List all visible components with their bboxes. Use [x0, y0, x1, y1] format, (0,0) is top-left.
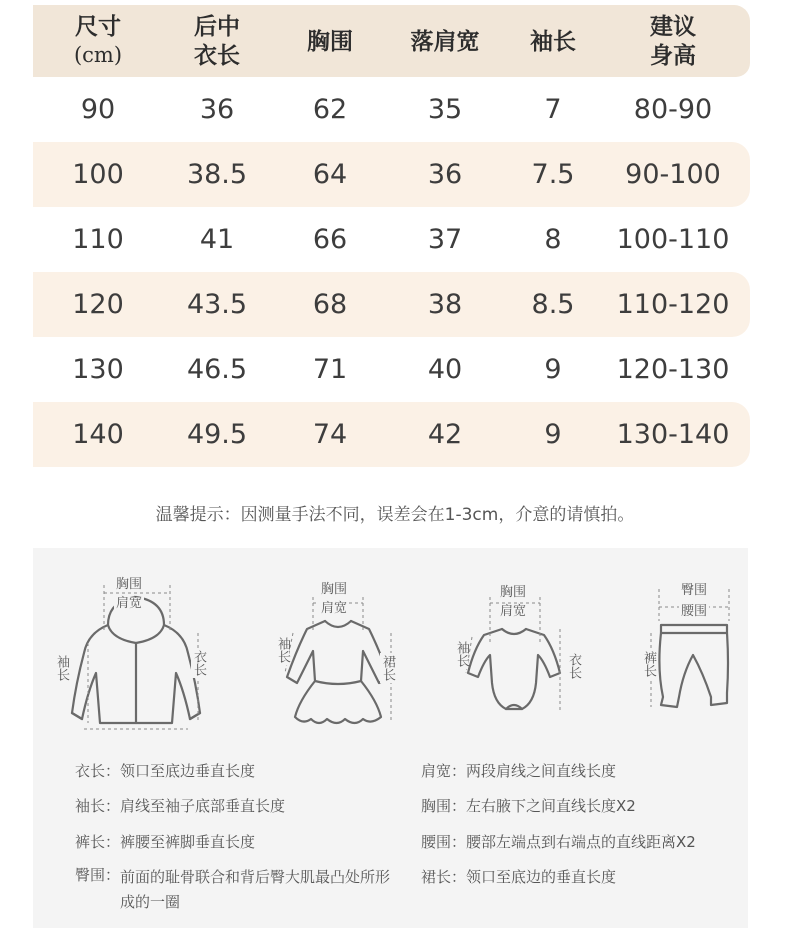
dress-figure: [263, 573, 413, 753]
table-cell: 100-110: [616, 224, 730, 255]
definition-item: [75, 796, 415, 816]
table-cell: 35: [427, 94, 463, 125]
definition-key: 胸围：: [421, 797, 467, 815]
table-cell: 130: [72, 354, 124, 385]
definition-key: 衣长：: [75, 762, 121, 780]
definition-item: [75, 761, 415, 781]
table-cell: 71: [312, 354, 348, 385]
definition-key: 肩宽：: [421, 762, 467, 780]
table-row: [33, 402, 750, 467]
table-cell: 100: [72, 159, 124, 190]
definition-value: 领口至底边的垂直长度: [466, 868, 617, 886]
table-cell: 90-100: [625, 159, 721, 190]
table-cell: 130-140: [616, 419, 730, 450]
header-shoulder: 落肩宽: [410, 27, 480, 55]
label-shoulder: 肩宽: [321, 601, 348, 616]
label-chest: 胸围: [116, 577, 143, 592]
header-back-length: 后中 衣长: [194, 13, 240, 69]
table-row: [33, 142, 750, 207]
table-cell: 9: [544, 354, 562, 385]
table-cell: 110: [72, 224, 124, 255]
table-row: [33, 272, 750, 337]
table-row: [33, 337, 750, 402]
table-cell: 8: [544, 224, 562, 255]
definition-value: 裤腰至裤脚垂直长度: [120, 833, 256, 851]
label-length: 裙长: [380, 655, 395, 681]
table-row: [33, 207, 750, 272]
label-shoulder: 肩宽: [500, 604, 527, 619]
definition-value: 左右腋下之间直线长度X2: [466, 797, 636, 815]
table-cell: 37: [427, 224, 463, 255]
definition-value: 腰部左端点到右端点的直线距离X2: [466, 833, 696, 851]
table-cell: 36: [427, 159, 463, 190]
measurement-tip: 温馨提示：因测量手法不同，误差会在1-3cm，介意的请慎拍。: [155, 505, 635, 525]
definition-item: [421, 832, 761, 852]
table-cell: 66: [312, 224, 348, 255]
definition-value: 肩线至袖子底部垂直长度: [120, 797, 286, 815]
table-cell: 140: [72, 419, 124, 450]
table-cell: 49.5: [186, 419, 248, 450]
jacket-figure: [48, 573, 228, 753]
table-cell: 120: [72, 289, 124, 320]
table-cell: 9: [544, 419, 562, 450]
table-cell: 68: [312, 289, 348, 320]
definition-key: 臀围：: [75, 866, 121, 884]
table-cell: 8.5: [531, 289, 575, 320]
label-chest: 胸围: [321, 582, 348, 597]
definition-item: [421, 867, 761, 887]
table-cell: 80-90: [633, 94, 713, 125]
label-shoulder: 肩宽: [116, 596, 143, 611]
label-chest: 胸围: [500, 585, 527, 600]
table-cell: 120-130: [616, 354, 730, 385]
table-cell: 42: [427, 419, 463, 450]
table-cell: 38.5: [186, 159, 248, 190]
header-sleeve: 袖长: [530, 27, 576, 55]
pants-figure: [623, 573, 743, 753]
label-sleeve: 袖长: [454, 641, 469, 667]
table-row: [33, 77, 750, 142]
table-cell: 36: [199, 94, 235, 125]
table-cell: 38: [427, 289, 463, 320]
table-cell: 43.5: [186, 289, 248, 320]
header-height: 建议 身高: [650, 13, 696, 69]
definition-value: 领口至底边垂直长度: [120, 762, 256, 780]
label-hip: 臀围: [681, 583, 708, 598]
table-cell: 46.5: [186, 354, 248, 385]
definition-key: 裙长：: [421, 868, 467, 886]
definition-value: 两段肩线之间直线长度: [466, 762, 617, 780]
label-pants-length: 裤长: [641, 651, 656, 677]
header-chest: 胸围: [307, 27, 353, 55]
definition-item: [421, 796, 761, 816]
table-cell: 64: [312, 159, 348, 190]
definition-item: [75, 832, 415, 852]
label-length: 衣长: [191, 650, 206, 676]
table-cell: 90: [80, 94, 116, 125]
table-cell: 41: [199, 224, 235, 255]
definition-key: 裤长：: [75, 833, 121, 851]
label-waist: 腰围: [681, 604, 708, 619]
definition-key: 袖长：: [75, 797, 121, 815]
definition-value: 前面的耻骨联合和背后臀大肌最凸处所形成的一圈: [120, 868, 391, 911]
romper-figure: [438, 573, 588, 753]
label-sleeve: 袖长: [54, 655, 69, 681]
table-cell: 7.5: [531, 159, 575, 190]
table-cell: 40: [427, 354, 463, 385]
header-size: 尺寸 (cm): [73, 13, 123, 67]
definition-key: 腰围：: [421, 833, 467, 851]
table-cell: 62: [312, 94, 348, 125]
table-cell: 74: [312, 419, 348, 450]
definition-item: [421, 761, 761, 781]
table-cell: 7: [544, 94, 562, 125]
size-table: [33, 5, 750, 467]
definition-item: [75, 865, 415, 915]
label-sleeve: 袖长: [275, 637, 290, 663]
measuring-guide: [33, 548, 748, 928]
table-cell: 110-120: [616, 289, 730, 320]
label-length: 衣长: [566, 653, 581, 679]
table-header: [33, 5, 750, 77]
